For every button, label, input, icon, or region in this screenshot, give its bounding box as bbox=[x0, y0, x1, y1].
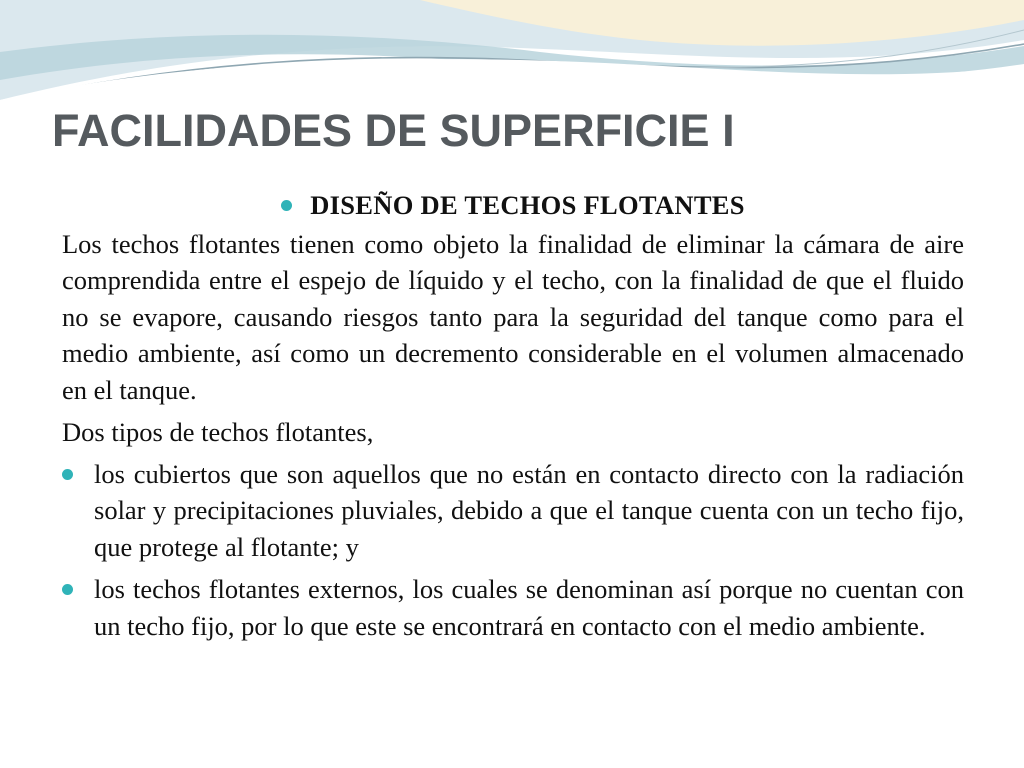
list-item bbox=[62, 456, 964, 566]
list-item bbox=[62, 571, 964, 644]
round-bullet-dot-icon bbox=[281, 200, 292, 211]
list-item-text: los cubiertos que son aquellos que no están en contacto directo con la radiación solar y precipitaciones pluviales, debido a que el tanque cuenta con un techo fijo, que protege al flotante; y bbox=[94, 458, 964, 562]
round-bullet-dot-icon bbox=[62, 469, 73, 480]
list-item-text: los techos flotantes externos, los cuales se denominan así porque no cuentan con un techo fijo, por lo que este se encontrará en contacto con el medio ambiente. bbox=[94, 574, 964, 641]
slide-title: FACILIDADES DE SUPERFICIE I bbox=[52, 105, 735, 156]
description-paragraph: Los techos flotantes tienen como objeto la finalidad de eliminar la cámara de aire comprendida entre el espejo de líquido y el techo, con la finalidad de que el fluido no se evapore, causando riesgos tanto para la seguridad del tanque como para el medio ambiente, así como un decremento considerable en el volumen almacenado en el tanque. bbox=[62, 228, 964, 405]
types-intro: Dos tipos de techos flotantes, bbox=[62, 417, 374, 447]
section-heading-row bbox=[62, 187, 964, 224]
slide-body bbox=[62, 187, 964, 650]
section-heading: DISEÑO DE TECHOS FLOTANTES bbox=[310, 190, 745, 220]
round-bullet-dot-icon bbox=[62, 584, 73, 595]
